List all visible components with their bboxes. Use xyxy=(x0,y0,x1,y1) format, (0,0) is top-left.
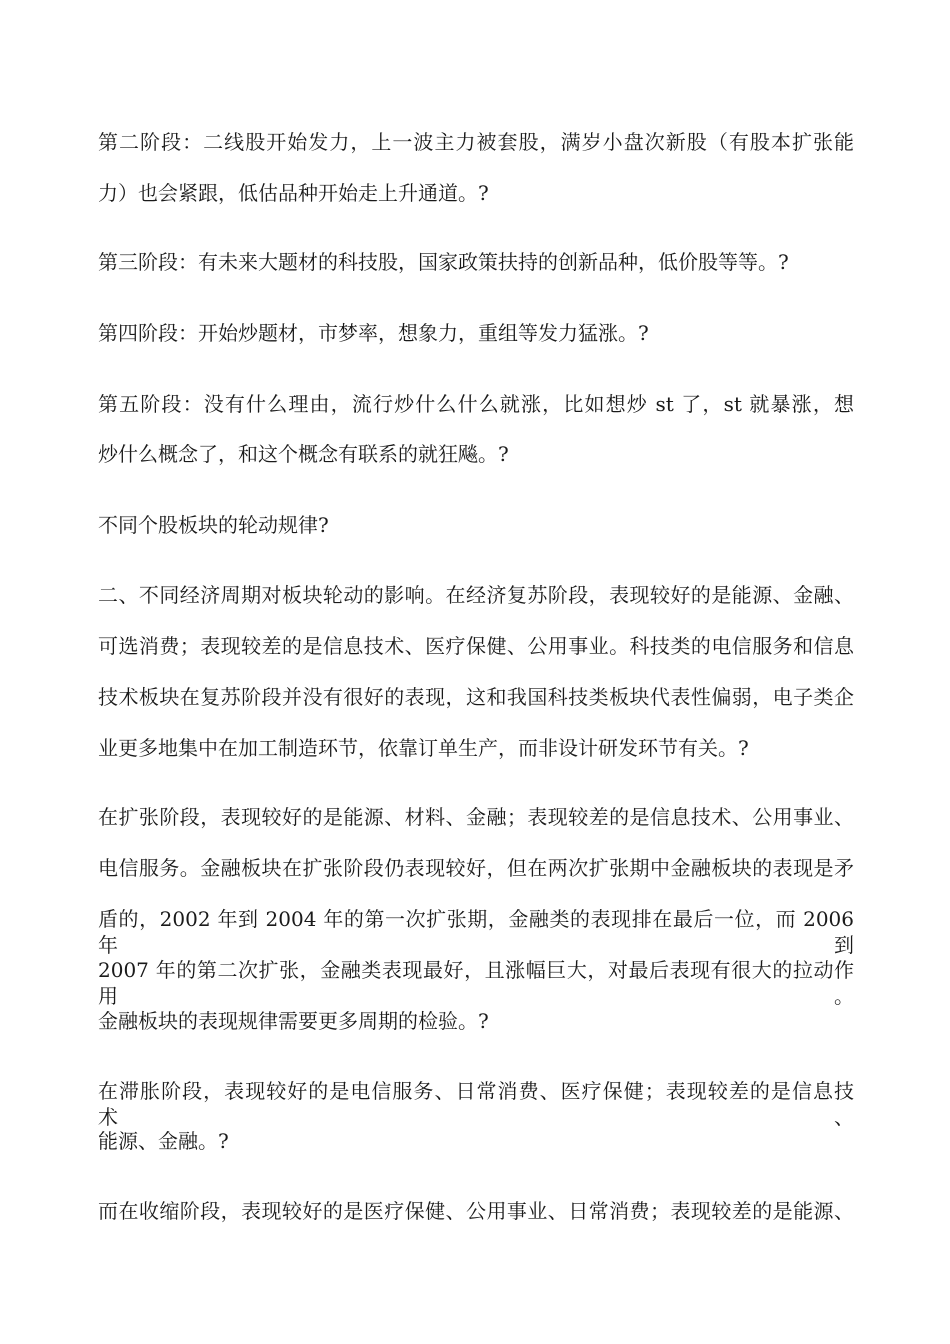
paragraph-recovery-line-1: 二、不同经济周期对板块轮动的影响。在经济复苏阶段，表现较好的是能源、金融、 xyxy=(98,583,854,607)
paragraph-expansion-line-2: 电信服务。金融板块在扩张阶段仍表现较好，但在两次扩张期中金融板块的表现是矛 xyxy=(98,856,854,880)
paragraph-recovery-line-3: 技术板块在复苏阶段并没有很好的表现，这和我国科技类板块代表性偏弱，电子类企 xyxy=(98,685,854,709)
section-heading: 不同个股板块的轮动规律? xyxy=(98,513,329,537)
paragraph-expansion-line-4: 2007 年的第二次扩张，金融类表现最好，且涨幅巨大，对最后表现有很大的拉动作用。 xyxy=(98,958,854,1008)
paragraph-expansion-line-3: 盾的，2002 年到 2004 年的第一次扩张期，金融类的表现排在最后一位，而 2006 年到 xyxy=(98,907,854,957)
paragraph-stage4: 第四阶段：开始炒题材，市梦率，想象力，重组等发力猛涨。? xyxy=(98,321,649,345)
paragraph-expansion-line-5: 金融板块的表现规律需要更多周期的检验。? xyxy=(98,1009,489,1033)
paragraph-stage2-line-2: 力）也会紧跟，低估品种开始走上升通道。? xyxy=(98,181,489,205)
paragraph-contraction-line-1: 而在收缩阶段，表现较好的是医疗保健、公用事业、日常消费；表现较差的是能源、 xyxy=(98,1199,854,1223)
paragraph-stage3: 第三阶段：有未来大题材的科技股，国家政策扶持的创新品种，低价股等等。? xyxy=(98,250,789,274)
paragraph-stage2-line-1: 第二阶段：二线股开始发力，上一波主力被套股，满岁小盘次新股（有股本扩张能 xyxy=(98,130,854,154)
paragraph-expansion-line-1: 在扩张阶段，表现较好的是能源、材料、金融；表现较差的是信息技术、公用事业、 xyxy=(98,805,854,829)
paragraph-stagflation-line-1: 在滞胀阶段，表现较好的是电信服务、日常消费、医疗保健；表现较差的是信息技术、 xyxy=(98,1079,854,1129)
paragraph-recovery-line-2: 可选消费；表现较差的是信息技术、医疗保健、公用事业。科技类的电信服务和信息 xyxy=(98,634,854,658)
paragraph-stage5-line-1: 第五阶段：没有什么理由，流行炒什么什么就涨，比如想炒 st 了，st 就暴涨，想 xyxy=(98,392,854,416)
paragraph-stagflation-line-2: 能源、金融。? xyxy=(98,1129,229,1153)
paragraph-stage5-line-2: 炒什么概念了，和这个概念有联系的就狂飚。? xyxy=(98,442,509,466)
paragraph-recovery-line-4: 业更多地集中在加工制造环节，依靠订单生产，而非设计研发环节有关。? xyxy=(98,736,749,760)
